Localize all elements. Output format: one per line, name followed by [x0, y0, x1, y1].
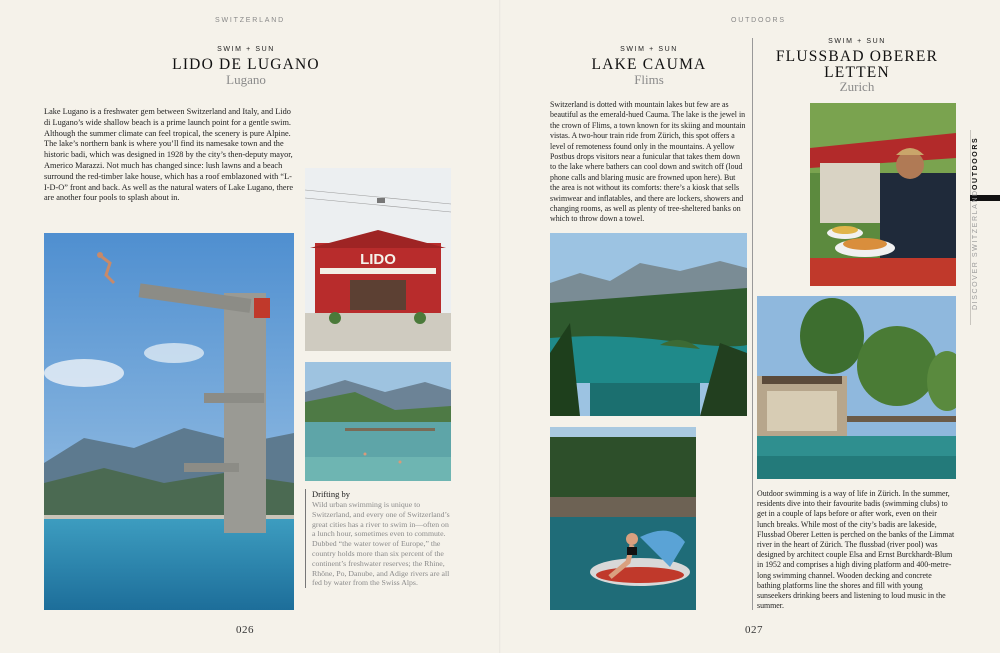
side-tab-outdoors[interactable]: OUTDOORS	[972, 136, 979, 190]
body-lido: Lake Lugano is a freshwater gem between Switzerland and Italy, and Lido di Lugano’s wide shallow beach is a prime launch point for a gentle swim. Although the summer climate can feel tropical, the scenery is pure Alpine. The lake’s northern bank is where you’ll find its namesake town and the historic badi, which was designed in 1928 by the city’s then-deputy mayor, Americo Marazzi. Not much has changed since: lush lawns and a beach surround the red-timber lake house, which has a roof emblazoned with “L-I-D-O” front and back. As well as the natural waters of Lake Lugano, there are another four pools to splash about in.	[44, 107, 294, 203]
kicker-cauma: SWIM + SUN	[620, 46, 678, 53]
running-head-left: SWITZERLAND	[215, 17, 285, 24]
subtitle-flims: Flims	[634, 72, 664, 87]
title-lido: LIDO DE LUGANO	[172, 56, 320, 73]
sidebar-title: Drifting by	[312, 489, 351, 499]
photo-lake-cauma	[550, 233, 747, 416]
subtitle-zurich: Zurich	[839, 79, 875, 94]
kicker-flussbad: SWIM + SUN	[828, 38, 886, 45]
title-flussbad-line2: LETTEN	[824, 64, 890, 81]
page-number-left: 026	[236, 624, 254, 636]
side-tab-section: DISCOVER SWITZERLAND	[972, 189, 979, 310]
photo-diving-tower	[44, 233, 294, 610]
photo-lido-building	[305, 168, 451, 351]
photo-river-pool	[757, 296, 956, 479]
sidebar-drifting-by	[305, 489, 453, 588]
body-flussbad: Outdoor swimming is a way of life in Zürich. In the summer, residents dive into their favourite badis (swimming clubs) to get in a couple of laps before or after work, even on their lunch breaks. While most of the city’s badis are lakeside, Flussbad Oberer Letten is perched on the banks of the Limmat river in the heart of Zürich. The flussbad (river pool) was designed by architect couple Elsa and Ernst Burckhardt-Blum in 1952 and comprises a high diving platform and 400-metre-long swimming channel. Wooden decking and concrete bathing platforms line the shores and fill with young sunseekers drinking beers and listening to loud music in the summer.	[757, 489, 955, 611]
side-tab-rule	[970, 130, 971, 325]
photo-lake-lugano	[305, 362, 451, 481]
page-number-right: 027	[745, 624, 763, 636]
photo-man-with-food	[810, 103, 956, 286]
running-head-right: OUTDOORS	[731, 17, 786, 24]
body-cauma: Switzerland is dotted with mountain lakes but few are as beautiful as the emerald-hued Cauma. The lake is the jewel in the crown of Flims, a town known for its skiing and mountain vistas. A two-hour train ride from Zürich, this spot offers a level of remoteness found only in the mountains. A yellow Postbus drops visitors near a funicular that takes them down to the lake where bathers can cool down and switch off (loud phone calls and blaring music are frowned upon here). But the area is not without its comforts: there’s a kiosk that sells swimwear and inflatables, and there are lockers, showers and changing rooms, as well as plenty of tree-sheltered banks on which to throw down a towel.	[550, 100, 746, 224]
kicker-lido: SWIM + SUN	[217, 46, 275, 53]
lido-sign-text: LIDO	[360, 251, 396, 268]
subtitle-lugano: Lugano	[226, 72, 266, 87]
sidebar-text: Wild urban swimming is unique to Switzerland, and every one of Switzerland’s great cities has a river to swim in—often on a lunch hour, sometimes even to commute. Dubbed “the water tower of Europe,” the country holds more than six percent of the continent’s freshwater reserves; the Rhine, Rhône, Po, Danube, and Adige rivers are all fed by water from the Swiss Alps.	[312, 500, 450, 588]
column-divider	[752, 38, 753, 610]
photo-inflatable-swimmer	[550, 427, 696, 610]
title-lake-cauma: LAKE CAUMA	[591, 56, 707, 73]
title-flussbad-line1: FLUSSBAD OBERER	[775, 48, 939, 65]
